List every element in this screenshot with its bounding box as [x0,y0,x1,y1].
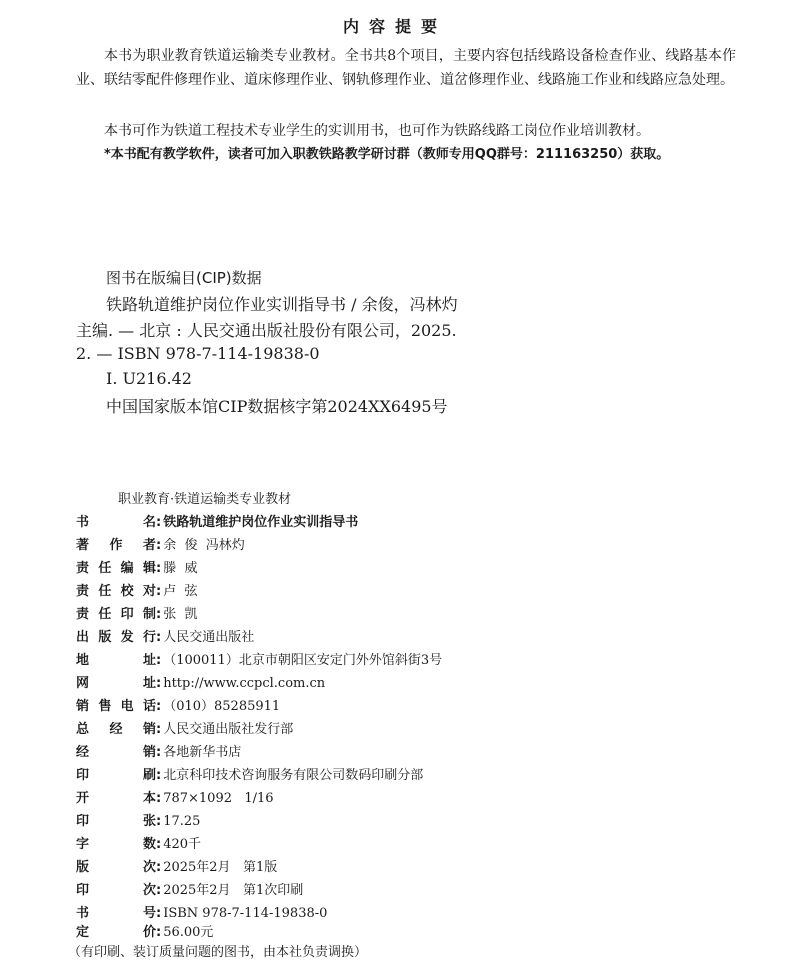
summary-paragraph-1: 本书为职业教育铁道运输类专业教材。全书共8个项目，主要内容包括线路设备检查作业、线路基本作业、联结零配件修理作业、道床修理作业、钢轨修理作业、道岔修理作业、线路施工作业和线路应急处理。 [76,48,736,88]
series-name: 职业教育·铁道运输类专业教材 [118,492,292,507]
info-row-word-count: 字数: 420千 [76,834,201,856]
info-value: 卢 弦 [163,584,198,599]
info-value: 2025年2月 第1版 [163,860,278,875]
info-label: 印张 [76,814,156,829]
info-label: 责任编辑 [76,561,156,576]
info-value: 滕 威 [163,561,198,576]
info-row-sales-phone: 销售电话: （010）85285911 [76,696,280,718]
info-row-edition: 版次: 2025年2月 第1版 [76,857,277,879]
info-value: 各地新华书店 [163,745,242,760]
info-label: 责任校对 [76,584,156,599]
info-label: 开本 [76,791,156,806]
info-row-printer: 印刷: 北京科印技术咨询服务有限公司数码印刷分部 [76,765,423,787]
cip-heading: 图书在版编目(CIP)数据 [106,269,262,287]
info-value: 2025年2月 第1次印刷 [163,883,304,898]
info-row-website: 网址: http://www.ccpcl.com.cn [76,673,325,695]
info-label: 网址 [76,676,156,691]
info-row-title: 书名: 铁路轨道维护岗位作业实训指导书 [76,512,358,534]
info-label: 字数 [76,837,156,852]
info-label: 定价 [76,925,156,940]
info-value: （010）85285911 [163,699,281,714]
info-row-isbn: 书号: ISBN 978-7-114-19838-0 [76,903,327,925]
info-row-impression: 印次: 2025年2月 第1次印刷 [76,880,303,902]
info-value: http://www.ccpcl.com.cn [163,676,326,691]
info-row-publisher: 出版发行: 人民交通出版社 [76,627,254,649]
info-label: 印次 [76,883,156,898]
cip-line-4: Ⅰ. U216.42 [106,369,192,388]
info-row-authors: 著作者: 余 俊 冯林灼 [76,535,245,557]
cip-line-5: 中国国家版本馆CIP数据核字第2024XX6495号 [106,397,448,416]
info-value: 张 凯 [163,607,198,622]
cip-line-2: 主编. — 北京 : 人民交通出版社股份有限公司，2025. [76,321,457,340]
summary-note: *本书配有教学软件，读者可加入职教铁路教学研讨群（教师专用QQ群号：211163250）获取。 [104,147,670,162]
info-row-distributor: 经销: 各地新华书店 [76,742,241,764]
info-label: 著作者 [76,538,156,553]
info-label: 印刷 [76,768,156,783]
info-label: 总经销 [76,722,156,737]
info-label: 经销 [76,745,156,760]
info-value: 人民交通出版社 [163,630,255,645]
summary-paragraph-2: 本书可作为铁道工程技术专业学生的实训用书，也可作为铁路线路工岗位作业培训教材。 [104,123,650,139]
summary-title: 内容提要 [342,17,447,36]
info-row-price: 定价: 56.00元 [76,922,213,944]
info-label: 书名 [76,515,156,530]
info-row-format: 开本: 787×1092 1/16 [76,788,274,810]
info-row-general-distributor: 总经销: 人民交通出版社发行部 [76,719,293,741]
info-value: ISBN 978-7-114-19838-0 [163,906,328,921]
info-row-sheets: 印张: 17.25 [76,811,200,833]
info-row-proofreader: 责任校对: 卢 弦 [76,581,197,603]
info-label: 版次 [76,860,156,875]
quality-guarantee-note: （有印刷、装订质量问题的图书，由本社负责调换） [68,945,368,960]
info-value: 420千 [163,837,202,852]
cip-line-1: 铁路轨道维护岗位作业实训指导书 / 余俊，冯林灼 [106,295,458,314]
info-value: 余 俊 冯林灼 [163,538,245,553]
info-row-print-supervisor: 责任印制: 张 凯 [76,604,197,626]
info-value: 人民交通出版社发行部 [163,722,294,737]
info-value: 56.00元 [163,925,214,940]
info-value: 铁路轨道维护岗位作业实训指导书 [163,515,359,530]
info-label: 地址 [76,653,156,668]
info-value: （100011）北京市朝阳区安定门外外馆斜街3号 [163,653,443,668]
info-row-editor: 责任编辑: 滕 威 [76,558,197,580]
cip-line-3: 2. — ISBN 978-7-114-19838-0 [76,344,320,363]
info-value: 北京科印技术咨询服务有限公司数码印刷分部 [163,768,424,783]
info-label: 责任印制 [76,607,156,622]
info-value: 787×1092 1/16 [163,791,274,806]
info-label: 出版发行 [76,630,156,645]
info-label: 销售电话 [76,699,156,714]
info-value: 17.25 [163,814,201,829]
info-label: 书号 [76,906,156,921]
info-row-address: 地址: （100011）北京市朝阳区安定门外外馆斜街3号 [76,650,442,672]
